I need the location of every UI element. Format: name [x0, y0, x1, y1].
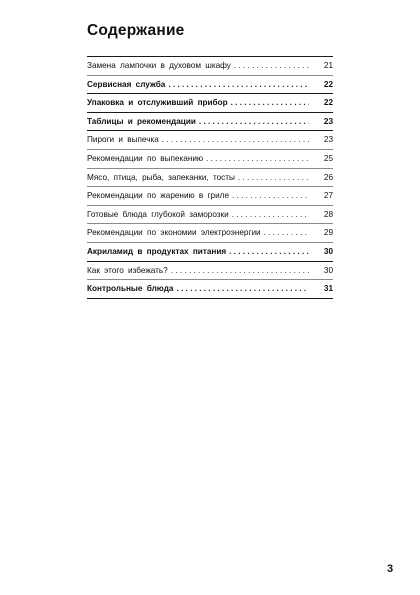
page-number: 3	[387, 563, 394, 575]
toc-entry-page: 30	[323, 265, 333, 275]
toc-dot-leader	[171, 262, 309, 281]
toc-entry-title: Мясо, птица, рыба, запеканки, тосты	[87, 172, 235, 182]
toc-entry-title: Сервисная служба	[87, 79, 166, 89]
page-title: Содержание	[87, 22, 185, 39]
toc-entry-title: Акриламид в продуктах питания	[87, 246, 227, 256]
toc-entry[interactable]	[87, 224, 333, 243]
toc-entry-title: Рекомендации по жарению в гриле	[87, 191, 230, 201]
toc-entry-page: 21	[323, 61, 333, 70]
toc-entry-page: 25	[323, 153, 333, 163]
toc-dot-leader	[168, 76, 309, 95]
toc-entry[interactable]	[87, 187, 333, 206]
toc-entry[interactable]	[87, 57, 333, 76]
toc-entry[interactable]	[87, 150, 333, 169]
toc-entry-title: Рекомендации по экономии электроэнергии	[87, 228, 261, 238]
toc-entry-title: Как этого избежать?	[87, 265, 168, 275]
toc-entry-title: Замена лампочки в духовом шкафу	[87, 61, 231, 70]
toc-dot-leader	[234, 57, 309, 76]
toc-entry[interactable]	[87, 206, 333, 225]
toc-entry-title: Пироги и выпечка	[87, 135, 159, 145]
toc-entry-page: 28	[323, 209, 333, 219]
toc-entry-title: Контрольные блюда	[87, 284, 174, 294]
toc-entry[interactable]	[87, 76, 333, 95]
toc-entry-page: 27	[323, 191, 333, 201]
toc-entry-title: Рекомендации по выпеканию	[87, 153, 204, 163]
toc-entry-page: 22	[323, 98, 333, 108]
toc-entry-page: 31	[323, 284, 333, 294]
toc-entry-title: Таблицы и рекомендации	[87, 116, 196, 126]
toc-dot-leader	[229, 243, 309, 262]
toc-dot-leader	[238, 169, 309, 188]
toc-dot-leader	[206, 150, 309, 169]
toc-entry-page: 26	[323, 172, 333, 182]
table-of-contents	[87, 56, 333, 299]
toc-entry-page: 30	[323, 246, 333, 256]
toc-dot-leader	[176, 280, 309, 299]
toc-dot-leader	[199, 113, 309, 132]
toc-entry-title: Упаковка и отслуживший прибор	[87, 98, 228, 108]
toc-entry[interactable]	[87, 169, 333, 188]
toc-entry-page: 23	[323, 116, 333, 126]
toc-entry[interactable]	[87, 262, 333, 281]
toc-dot-leader	[232, 187, 309, 206]
toc-dot-leader	[162, 131, 309, 150]
toc-entry[interactable]	[87, 131, 333, 150]
toc-entry[interactable]	[87, 94, 333, 113]
toc-entry-page: 22	[323, 79, 333, 89]
toc-dot-leader	[232, 206, 309, 225]
toc-entry-page: 29	[323, 228, 333, 238]
toc-entry-title: Готовые блюда глубокой заморозки	[87, 209, 229, 219]
toc-entry-page: 23	[323, 135, 333, 145]
toc-dot-leader	[264, 224, 309, 243]
toc-entry[interactable]	[87, 280, 333, 299]
toc-entry[interactable]	[87, 243, 333, 262]
toc-dot-leader	[231, 94, 309, 113]
toc-entry[interactable]	[87, 113, 333, 132]
